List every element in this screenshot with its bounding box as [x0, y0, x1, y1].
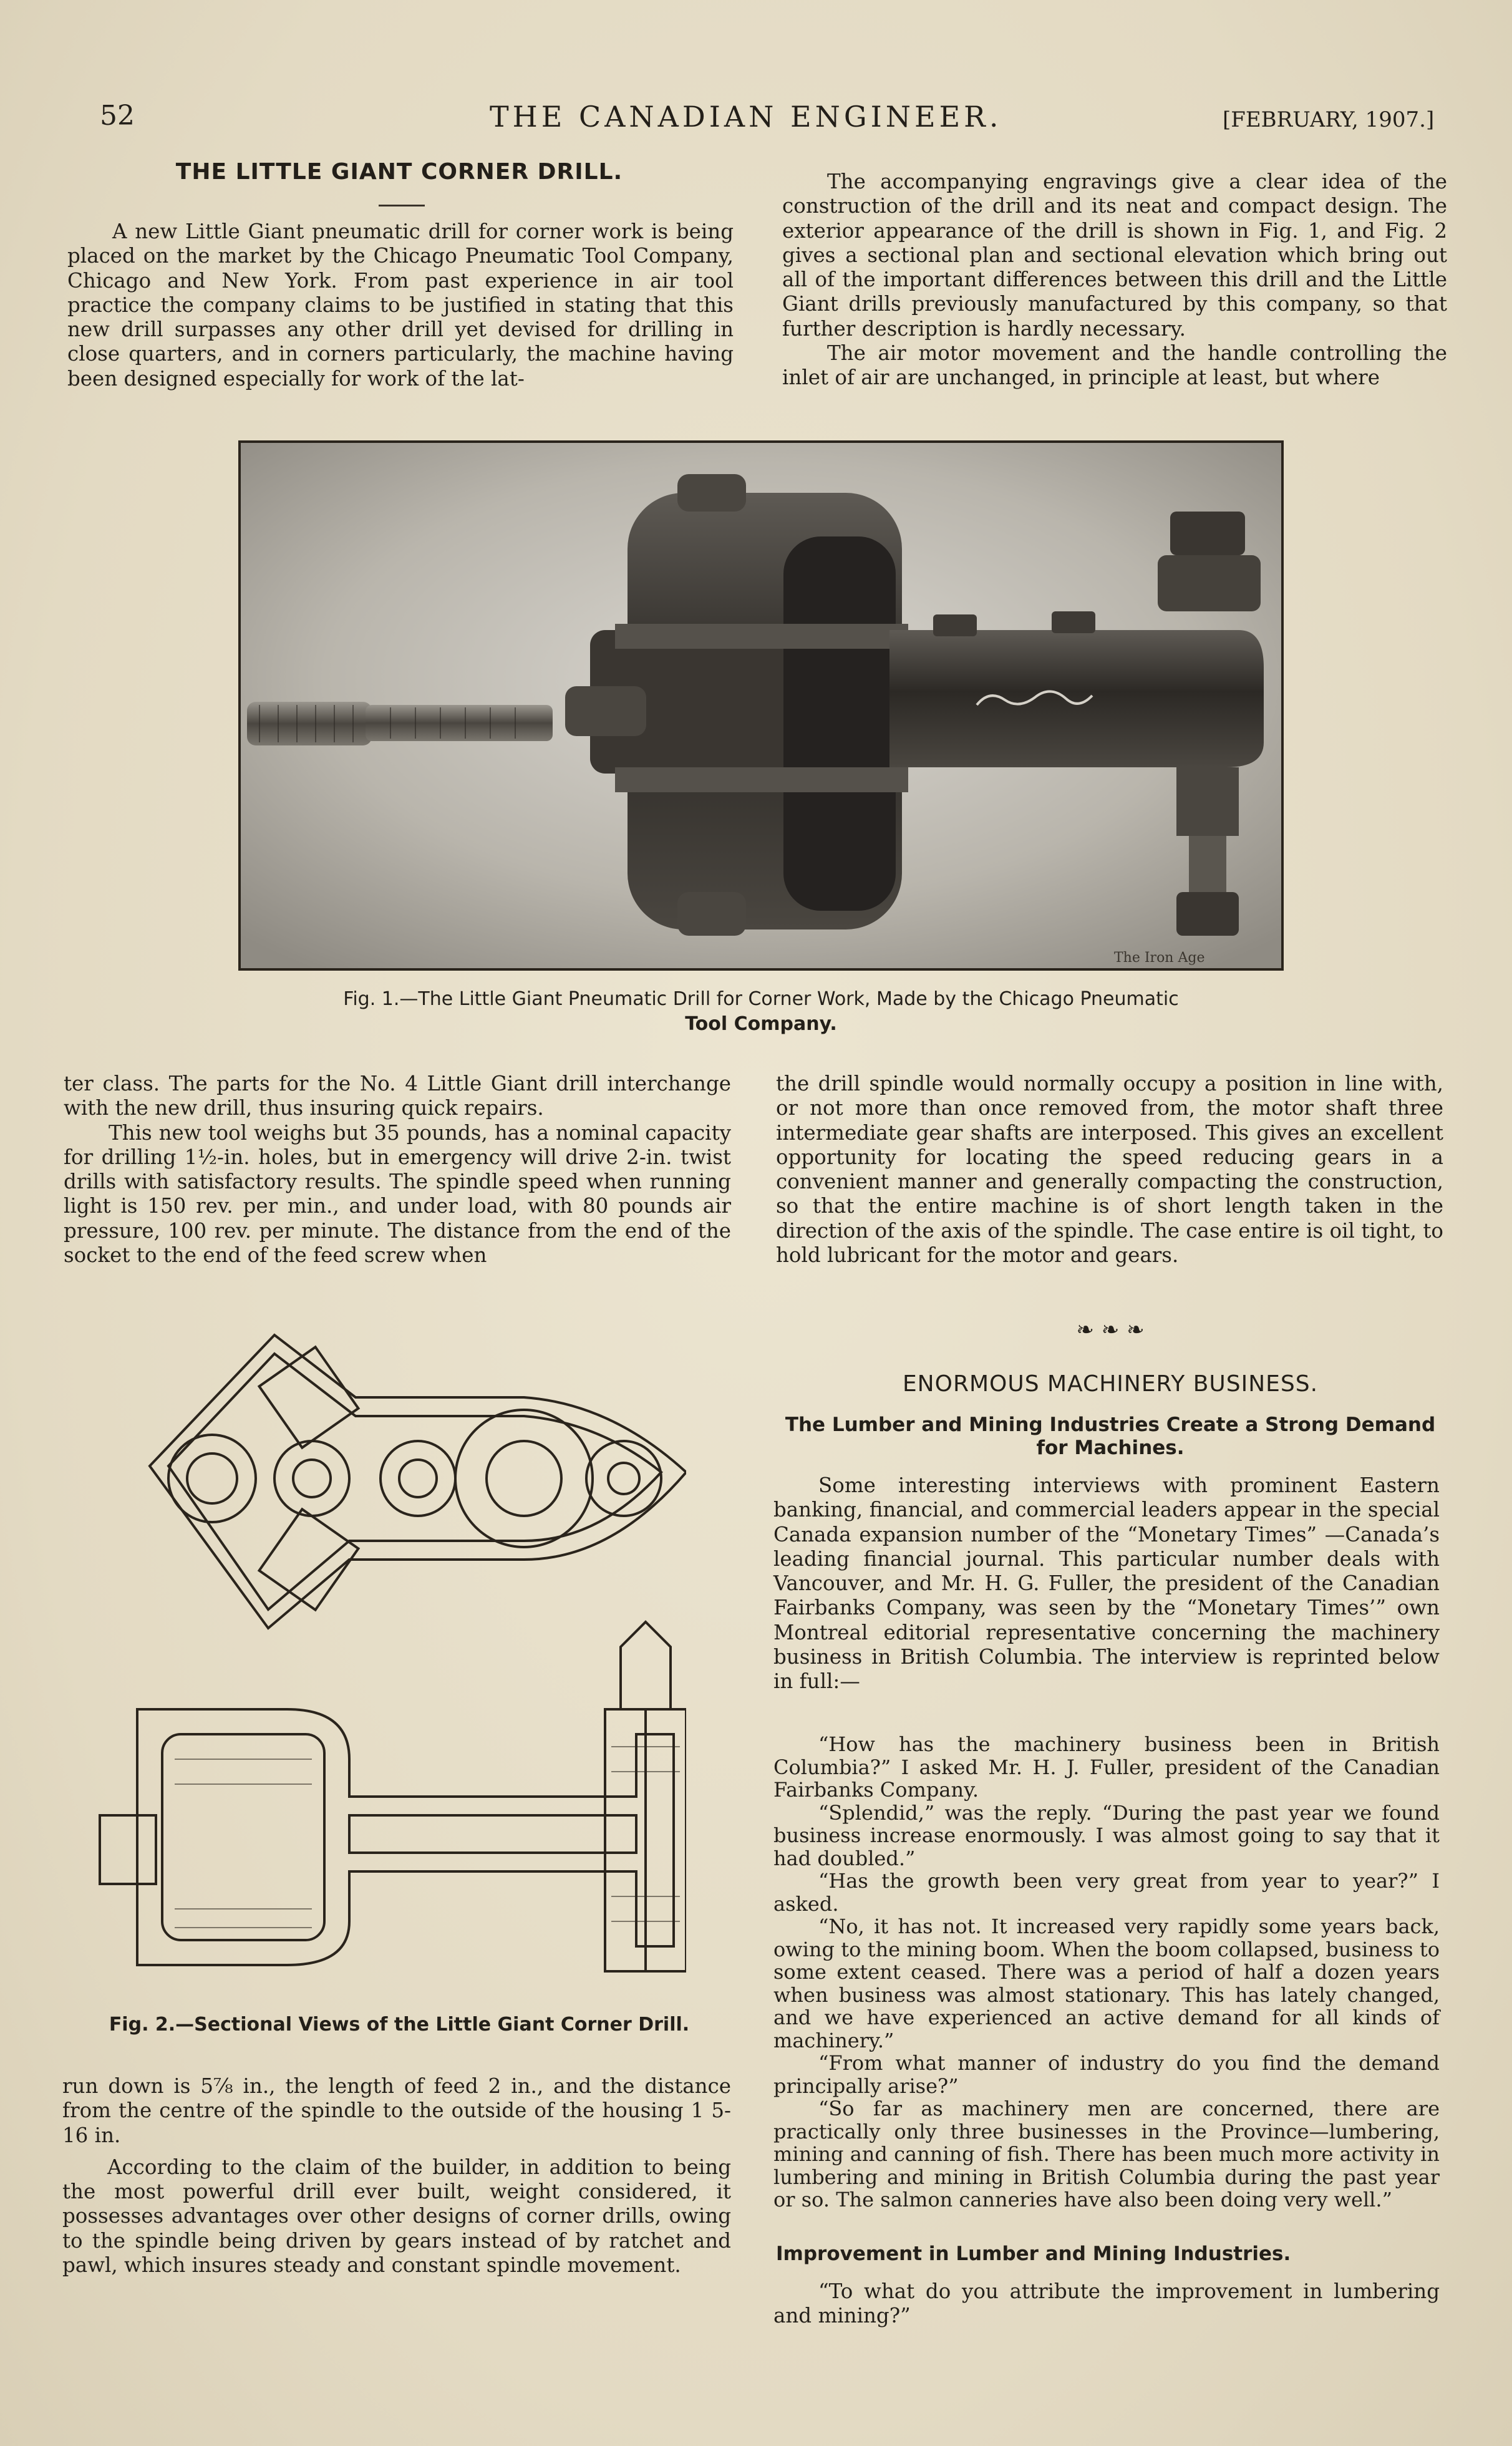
- fig2-drawing: [87, 1322, 686, 1996]
- paragraph: run down is 5⅞ in., the length of feed 2 in., and the distance from the centre of the spindle to the outside of the housing 1 5-16 in.: [62, 2074, 731, 2147]
- issue-date: [FEBRUARY, 1907.]: [1223, 107, 1435, 132]
- paragraph: “From what manner of industry do you find the demand principally arise?”: [773, 2051, 1440, 2098]
- article2-subtitle: [773, 1414, 1447, 1460]
- fig1-photo: [238, 440, 1284, 971]
- col2-top-text: [782, 170, 1447, 391]
- paragraph: “How has the machinery business been in British Columbia?” I asked Mr. H. J. Fuller, president of the Canadian Fairbanks Company.: [773, 1732, 1440, 1802]
- paragraph: the drill spindle would normally occupy a position in line with, or not more than once removed from, the motor shaft three intermediate gear shafts are interposed. This gives an excellent opportunity for locating the speed reducing gears in a convenient manner and generally compacting the construction, so that the entire machine is of short length taken in the direction of the axis of the spindle. The case entire is oil tight, to hold lubricant for the motor and gears.: [776, 1072, 1443, 1268]
- col1-bottom-text: [62, 2074, 731, 2278]
- paragraph: The air motor movement and the handle controlling the inlet of air are unchanged, in principle at least, but where: [782, 341, 1447, 390]
- article2-interview: [773, 1733, 1440, 2211]
- title-rule: [379, 205, 425, 206]
- paragraph: “No, it has not. It increased very rapidly some years back, owing to the mining boom. When the boom collapsed, business to some extent ceased. There was a period of half a dozen years when business was almost stationary. This has lately changed, and we have experienced an active demand for all kinds of machinery.”: [773, 1915, 1440, 2052]
- article2-title: ENORMOUS MACHINERY BUSINESS.: [902, 1371, 1319, 1397]
- sectional-views-illustration: [87, 1322, 686, 1996]
- subtitle-line: The Lumber and Mining Industries Create a Strong Demand: [785, 1414, 1436, 1436]
- paragraph: “To what do you attribute the improvement in lumbering and mining?”: [773, 2279, 1440, 2328]
- col1-mid-text: [64, 1072, 731, 1268]
- page-number: 52: [100, 100, 135, 132]
- paragraph: Some interesting interviews with prominent Eastern banking, financial, and commercial leaders appear in the special Canada expansion number of the “Monetary Times” —Canada’s leading financial journal. This particular number deals with Vancouver, and Mr. H. G. Fuller, the president of the Canadian Fairbanks Company, was seen by the “Monetary Times’” own Montreal editorial representative concerning the machinery business in British Columbia. The interview is reprinted below in full:—: [773, 1473, 1440, 1694]
- paragraph: The accompanying engravings give a clear idea of the construction of the drill and its neat and compact design. The exterior appearance of the drill is shown in Fig. 1, and Fig. 2 gives a sectional plan and sectional elevation which bring out all of the important differences between this drill and the Little Giant drills previously manufactured by this company, so that further description is hardly necessary.: [782, 170, 1447, 341]
- journal-title: THE CANADIAN ENGINEER.: [490, 100, 1002, 133]
- article-title: THE LITTLE GIANT CORNER DRILL.: [175, 159, 623, 185]
- paragraph: This new tool weighs but 35 pounds, has a nominal capacity for drilling 1½-in. holes, but in emergency will drive 2-in. twist drills with satisfactory results. The spindle speed when running light is 150 rev. per min., and under load, with 80 pounds air pressure, 100 rev. per minute. The distance from the end of the socket to the end of the feed screw when: [64, 1120, 731, 1268]
- fig2-caption: Fig. 2.—Sectional Views of the Little Giant Corner Drill.: [109, 2014, 690, 2036]
- paragraph: “So far as machinery men are concerned, there are practically only three businesses in the Province—lumbering, mining and canning of fish. There has been much more activity in lumbering and mining in British Columbia during the past year or so. The salmon canneries have also been doing very well.”: [773, 2097, 1440, 2211]
- fig1-caption-line1: Fig. 1.—The Little Giant Pneumatic Drill for Corner Work, Made by the Chicago Pneumatic: [343, 988, 1179, 1010]
- paragraph: A new Little Giant pneumatic drill for corner work is being placed on the market by the Chicago Pneumatic Tool Company, Chicago and New York. From past experience in air tool practice the company claims to be justified in stating that this new drill surpasses any other drill yet devised for drilling in close quarters, and in corners particularly, the machine having been designed especially for work of the lat-: [67, 220, 734, 391]
- paragraph: “Has the growth been very great from year to year?” I asked.: [773, 1869, 1440, 1916]
- subtitle-line: for Machines.: [1036, 1437, 1185, 1459]
- fig1-caption: [100, 987, 1422, 1037]
- section-heading: Improvement in Lumber and Mining Industries.: [776, 2243, 1291, 2265]
- drill-illustration: [241, 443, 1281, 968]
- col2-mid-text: [776, 1072, 1443, 1268]
- paragraph: ter class. The parts for the No. 4 Little Giant drill interchange with the new drill, thus insuring quick repairs.: [64, 1072, 731, 1120]
- paragraph: According to the claim of the builder, in addition to being the most powerful drill ever built, weight considered, it possesses advantages over other designs of corner drills, owing to the spindle being driven by gears instead of by ratchet and pawl, which insures steady and constant spindle movement.: [62, 2155, 731, 2278]
- fig1-credit: The Iron Age: [1114, 950, 1205, 966]
- section-ornament: ❧ ❧ ❧: [1076, 1318, 1145, 1342]
- fig1-caption-line2: Tool Company.: [685, 1013, 837, 1035]
- col1-top-text: [67, 220, 734, 391]
- article2-intro: [773, 1473, 1440, 1694]
- article2-closing: [773, 2279, 1440, 2329]
- paragraph: “Splendid,” was the reply. “During the past year we found business increase enormously. I was almost going to say that it had doubled.”: [773, 1800, 1440, 1870]
